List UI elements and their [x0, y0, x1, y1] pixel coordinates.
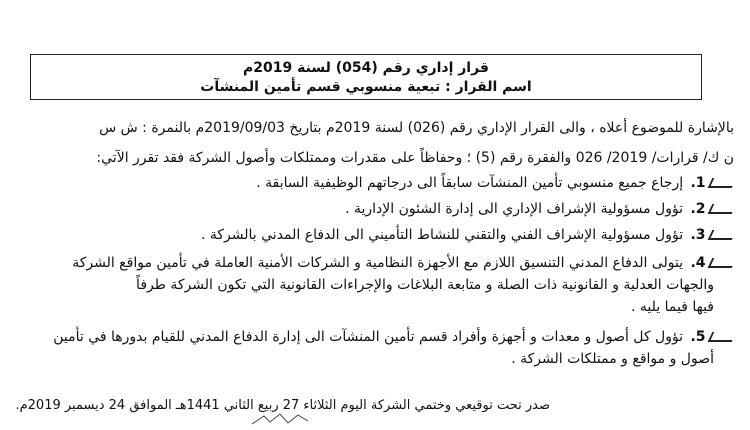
item-text: يتولى الدفاع المدني التنسيق اللازم مع الأجهزة النظامية و الشركات الأمنية العاملة في تأمين مواقع الشركة — [72, 255, 684, 271]
list-item — [20, 224, 740, 246]
issued-footer: صدر تحت توقيعي وختمي الشركة اليوم الثلاثاء 27 ربيع الثاني 1441هـ الموافق 24 ديسمبر 2019م. — [15, 398, 550, 413]
signature-scribble — [250, 412, 310, 426]
check-mark-icon — [708, 178, 737, 188]
check-mark-icon — [708, 258, 737, 268]
list-item — [20, 172, 740, 194]
decision-subject: اسم القرار : تبعية منسوبي قسم تأمين المنشآت — [200, 79, 532, 95]
item-text: إرجاع جميع منسوبي تأمين المنشآت سابقاً الى درجاتهم الوظيفية السابقة . — [256, 175, 684, 191]
check-mark-icon — [708, 230, 737, 240]
item-number: 1. — [690, 175, 706, 191]
item-text-continued: أصول و مواقع و ممتلكات الشركة . — [511, 351, 714, 367]
list-item — [20, 252, 740, 318]
item-text: تؤول كل أصول و معدات و أجهزة وأفراد قسم تأمين المنشآت الى إدارة الدفاع المدني للقيام بدورها في تأمين — [53, 329, 684, 345]
title-box — [30, 54, 702, 100]
intro-line-1: بالإشارة للموضوع أعلاه ، والى القرار الإداري رقم (026) لسنة 2019م بتاريخ 2019/09/03م بالنمرة : ش س — [99, 120, 734, 136]
list-item — [20, 326, 740, 370]
item-number: 4. — [690, 255, 706, 271]
item-text-continued: فيها فيما يليه . — [631, 299, 714, 315]
item-number: 5. — [690, 329, 706, 345]
item-number: 2. — [690, 201, 706, 217]
list-item — [20, 198, 740, 220]
decision-title: قرار إداري رقم (054) لسنة 2019م — [243, 60, 489, 76]
item-text-continued: والجهات العدلية و القانونية ذات الصلة و متابعة البلاغات والإجراءات القانونية التي تكون الشركة طرفاً — [136, 277, 714, 293]
check-mark-icon — [708, 332, 737, 342]
check-mark-icon — [708, 204, 737, 214]
intro-line-2: ن ك/ قرارات/ 2019/ 026 والفقرة رقم (5) ؛ وحفاظاً على مقدرات وممتلكات وأصول الشركة فقد تقرر الآتي: — [96, 150, 734, 166]
item-text: تؤول مسؤولية الإشراف الإداري الى إدارة الشئون الإدارية . — [345, 201, 684, 217]
item-number: 3. — [690, 227, 706, 243]
item-text: تؤول مسؤولية الإشراف الفني والتقني للنشاط التأميني الى الدفاع المدني بالشركة . — [200, 227, 684, 243]
